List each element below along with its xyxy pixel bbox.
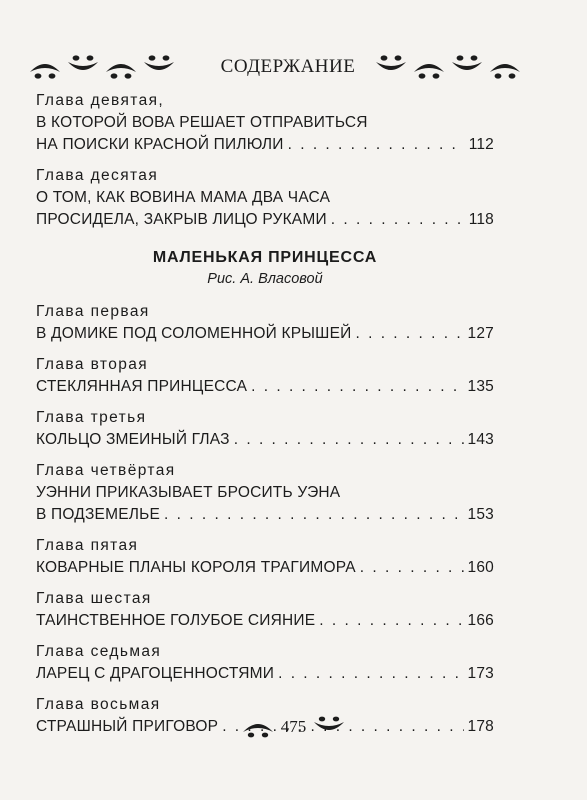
table-of-contents (36, 90, 494, 747)
chapter-label: Глава седьмая (36, 643, 162, 660)
dot-leader (319, 610, 463, 632)
entry-title-line: ТАИНСТВЕННОЕ ГОЛУБОЕ СИЯНИЕ (36, 612, 316, 629)
page-number: 160 (467, 559, 494, 576)
entry-title-line: ПРОСИДЕЛА, ЗАКРЫВ ЛИЦО РУКАМИ (36, 211, 327, 228)
dot-leader (278, 663, 463, 685)
dot-leader (331, 209, 465, 231)
page-number: 118 (468, 211, 494, 228)
page-number: 178 (467, 718, 494, 735)
page-footer (0, 712, 587, 742)
chapter-label: Глава пятая (36, 537, 139, 554)
ornament-right-icon (374, 54, 524, 80)
section-subtitle: Рис. А. Власовой (207, 271, 323, 287)
chapter-label: Глава десятая (36, 167, 159, 184)
chapter-label: Глава восьмая (36, 696, 161, 713)
entry-title-line: СТРАШНЫЙ ПРИГОВОР (36, 718, 219, 735)
page-number: 173 (467, 665, 494, 682)
chapter-label: Глава вторая (36, 356, 149, 373)
toc-entry[interactable] (36, 460, 494, 526)
chapter-label: Глава третья (36, 409, 147, 426)
entry-title-line: В ДОМИКЕ ПОД СОЛОМЕННОЙ КРЫШЕЙ (36, 325, 352, 342)
chapter-label: Глава шестая (36, 590, 152, 607)
toc-entry[interactable] (36, 354, 494, 398)
entry-title-line: КОВАРНЫЕ ПЛАНЫ КОРОЛЯ ТРАГИМОРА (36, 559, 356, 576)
dot-leader (234, 429, 464, 451)
page-number: 166 (467, 612, 494, 629)
entry-title-line: О ТОМ, КАК ВОВИНА МАМА ДВА ЧАСА (36, 189, 331, 206)
entry-title-line: В КОТОРОЙ ВОВА РЕШАЕТ ОТПРАВИТЬСЯ (36, 114, 368, 131)
dot-leader (355, 323, 463, 345)
page-number: 112 (468, 136, 494, 153)
entry-title-line: УЭННИ ПРИКАЗЫВАЕТ БРОСИТЬ УЭНА (36, 484, 341, 501)
footer-page-number: 475 (280, 717, 307, 736)
page-number: 135 (467, 378, 494, 395)
entry-title-line: НА ПОИСКИ КРАСНОЙ ПИЛЮЛИ (36, 136, 284, 153)
chapter-label: Глава четвёртая (36, 462, 176, 479)
section-heading (36, 247, 494, 289)
chapter-label: Глава первая (36, 303, 150, 320)
ornament-left-icon (28, 54, 178, 80)
entry-title-line: СТЕКЛЯННАЯ ПРИНЦЕССА (36, 378, 248, 395)
dot-leader (251, 376, 463, 398)
toc-entry[interactable] (36, 535, 494, 579)
page-number: 153 (467, 506, 494, 523)
dot-leader (360, 557, 464, 579)
dot-leader (288, 134, 465, 156)
entry-title-line: КОЛЬЦО ЗМЕИНЫЙ ГЛАЗ (36, 431, 230, 448)
page-number: 127 (467, 325, 494, 342)
chapter-label: Глава девятая, (36, 92, 165, 109)
entry-title-line: В ПОДЗЕМЕЛЬЕ (36, 506, 161, 523)
section-title: МАЛЕНЬКАЯ ПРИНЦЕССА (152, 249, 378, 266)
page-title: СОДЕРЖАНИЕ (220, 56, 356, 77)
toc-entry[interactable] (36, 90, 494, 156)
footer-ornament-right-icon (312, 716, 346, 738)
toc-entry[interactable] (36, 407, 494, 451)
footer-ornament-left-icon (241, 716, 275, 738)
page-number: 143 (467, 431, 494, 448)
entry-title-line: ЛАРЕЦ С ДРАГОЦЕННОСТЯМИ (36, 665, 275, 682)
dot-leader (164, 504, 464, 526)
page-header (28, 50, 548, 84)
toc-entry[interactable] (36, 165, 494, 231)
toc-entry[interactable] (36, 301, 494, 345)
toc-entry[interactable] (36, 641, 494, 685)
toc-entry[interactable] (36, 588, 494, 632)
